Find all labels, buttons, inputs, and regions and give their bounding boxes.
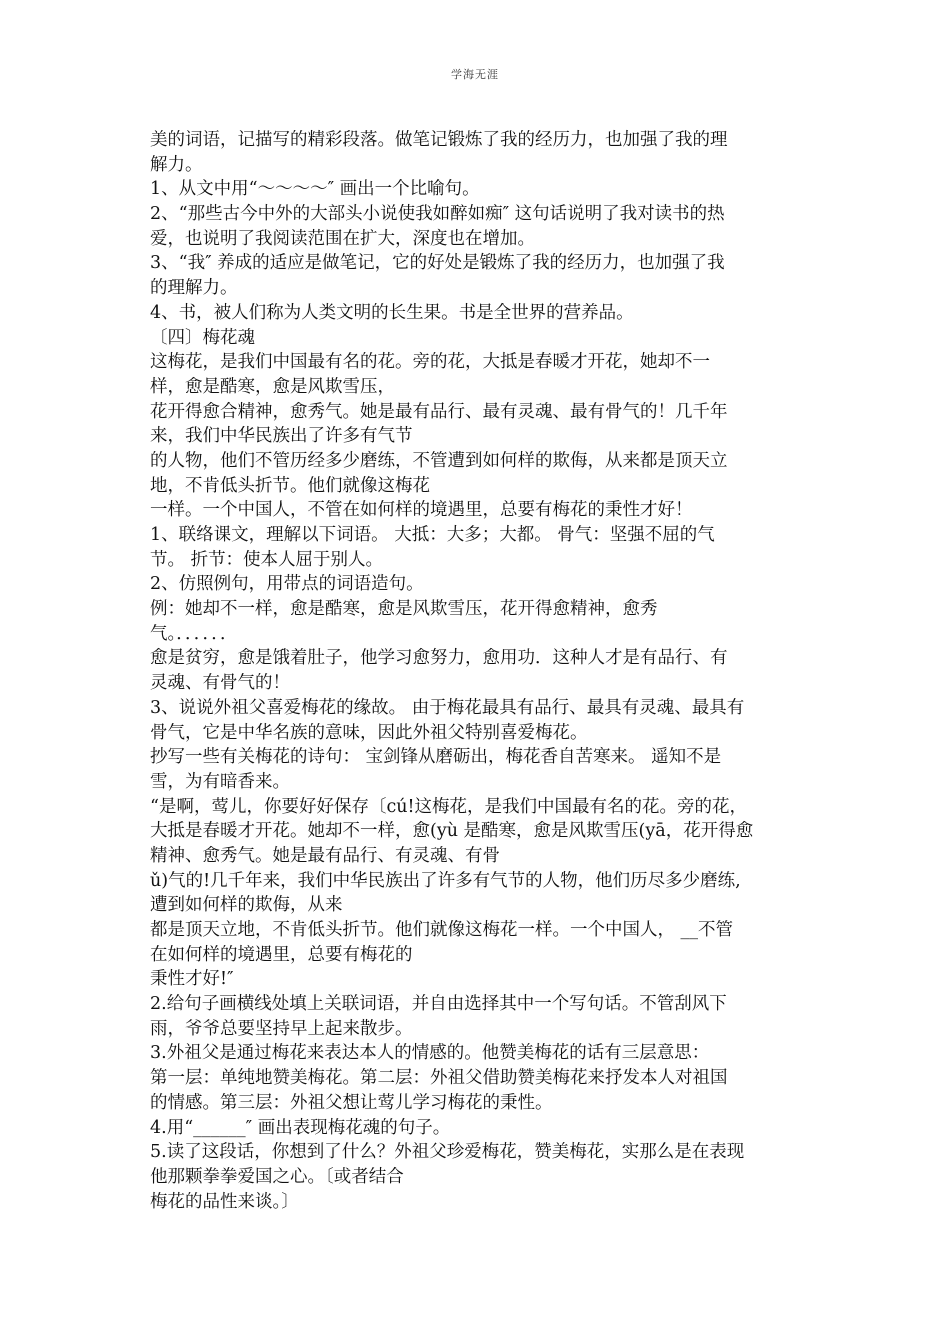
text-line: 例：她却不一样，愈是酷寒，愈是风欺雪压，花开得愈精神，愈秀 xyxy=(150,599,658,620)
text-line: 遭到如何样的欺侮，从来 xyxy=(150,895,343,916)
text-line: ǔ)气的!几千年来，我们中华民族出了许多有气节的人物，他们历尽多少磨练, xyxy=(150,870,741,891)
text-line: 4.用“______″ 画出表现梅花魂的句子。 xyxy=(150,1117,451,1138)
text-line: “是啊，莺儿，你要好好保存〔cú!这梅花，是我们中国最有名的花。旁的花， xyxy=(150,796,748,817)
text-line: 爱，也说明了我阅读范围在扩大，深度也在增加。 xyxy=(150,228,535,249)
text-line: 的情感。第三层：外祖父想让莺儿学习梅花的秉性。 xyxy=(150,1092,553,1113)
text-line: 3、说说外祖父喜爱梅花的缘故。 由于梅花最具有品行、最具有灵魂、最具有 xyxy=(150,697,745,718)
text-line: 4、书，被人们称为人类文明的长生果。书是全世界的营养品。 xyxy=(150,302,634,323)
text-line: 骨气，它是中华名族的意味，因此外祖父特别喜爱梅花。 xyxy=(150,722,588,743)
text-line: 的理解力。 xyxy=(150,278,238,299)
text-line: 2、仿照例句，用带点的词语造句。 xyxy=(150,574,424,595)
text-line: 节。 折节：使本人屈于别人。 xyxy=(150,549,384,570)
text-line: 3.外祖父是通过梅花来表达本人的情感的。他赞美梅花的话有三层意思： xyxy=(150,1043,710,1064)
text-line: 愈是贫穷，愈是饿着肚子，他学习愈努力，愈用功．这种人才是有品行、有 xyxy=(150,648,728,669)
text-line: 花开得愈合精神，愈秀气。她是最有品行、最有灵魂、最有骨气的！几千年 xyxy=(150,401,728,422)
text-line: 在如何样的境遇里，总要有梅花的 xyxy=(150,944,413,965)
document-body xyxy=(150,128,802,1214)
text-line: 来，我们中华民族出了许多有气节 xyxy=(150,426,413,447)
text-line: 抄写一些有关梅花的诗句： 宝剑锋从磨砺出，梅花香自苦寒来。 遥知不是 xyxy=(150,747,722,768)
text-line: 5.读了这段话，你想到了什么？外祖父珍爱梅花，赞美梅花，实那么是在表现 xyxy=(150,1142,745,1163)
text-line: 大抵是春暖才开花。她却不一样，愈(yù 是酷寒，愈是风欺雪压(yā，花开得愈 xyxy=(150,821,754,842)
text-line: 一样。一个中国人，不管在如何样的境遇里，总要有梅花的秉性才好！ xyxy=(150,500,693,521)
text-line: 2、“那些古今中外的大部头小说使我如醉如痴″ 这句话说明了我对读书的热 xyxy=(150,204,725,225)
text-line: 都是顶天立地，不肯低头折节。他们就像这梅花一样。一个中国人， __不管 xyxy=(150,920,734,940)
text-line: 3、“我″ 养成的适应是做笔记，它的好处是锻炼了我的经历力，也加强了我 xyxy=(150,253,725,274)
text-line: 样，愈是酷寒，愈是风欺雪压， xyxy=(150,376,395,397)
text-line: 解力。 xyxy=(150,154,203,175)
text-line: 第一层：单纯地赞美梅花。第二层：外祖父借助赞美梅花来抒发本人对祖国 xyxy=(150,1068,728,1089)
text-line: 2.给句子画横线处填上关联词语，并自由选择其中一个写句话。不管刮风下 xyxy=(150,994,727,1015)
text-line: 气。．．．．．． xyxy=(150,623,238,644)
text-line: 秉性才好!″ xyxy=(150,969,234,990)
text-line: 他那颗拳拳爱国之心。〔或者结合 xyxy=(150,1166,404,1187)
text-line: 这梅花，是我们中国最有名的花。旁的花，大抵是春暖才开花，她却不一 xyxy=(150,352,710,373)
text-line: 灵魂、有骨气的！ xyxy=(150,673,290,694)
text-line: 雨，爷爷总要坚持早上起来散步。 xyxy=(150,1018,413,1039)
text-line: 雪，为有暗香来。 xyxy=(150,771,290,792)
text-line: 梅花的品性来谈。〕 xyxy=(150,1191,299,1212)
page-header: 学海无涯 xyxy=(451,68,499,81)
section-heading: 〔四〕梅花魂 xyxy=(150,327,255,348)
text-line: 1、从文中用“～～～～″ 画出一个比喻句。 xyxy=(150,179,480,200)
text-line: 的人物，他们不管历经多少磨练，不管遭到如何样的欺侮，从来都是顶天立 xyxy=(150,450,728,471)
text-line: 美的词语，记描写的精彩段落。做笔记锻炼了我的经历力，也加强了我的理 xyxy=(150,130,728,150)
text-line: 地，不肯低头折节。他们就像这梅花 xyxy=(150,475,430,496)
text-line: 1、联络课文，理解以下词语。 大抵：大多；大都。 骨气：坚强不屈的气 xyxy=(150,525,715,545)
text-line: 精神、愈秀气。她是最有品行、有灵魂、有骨 xyxy=(150,845,500,866)
